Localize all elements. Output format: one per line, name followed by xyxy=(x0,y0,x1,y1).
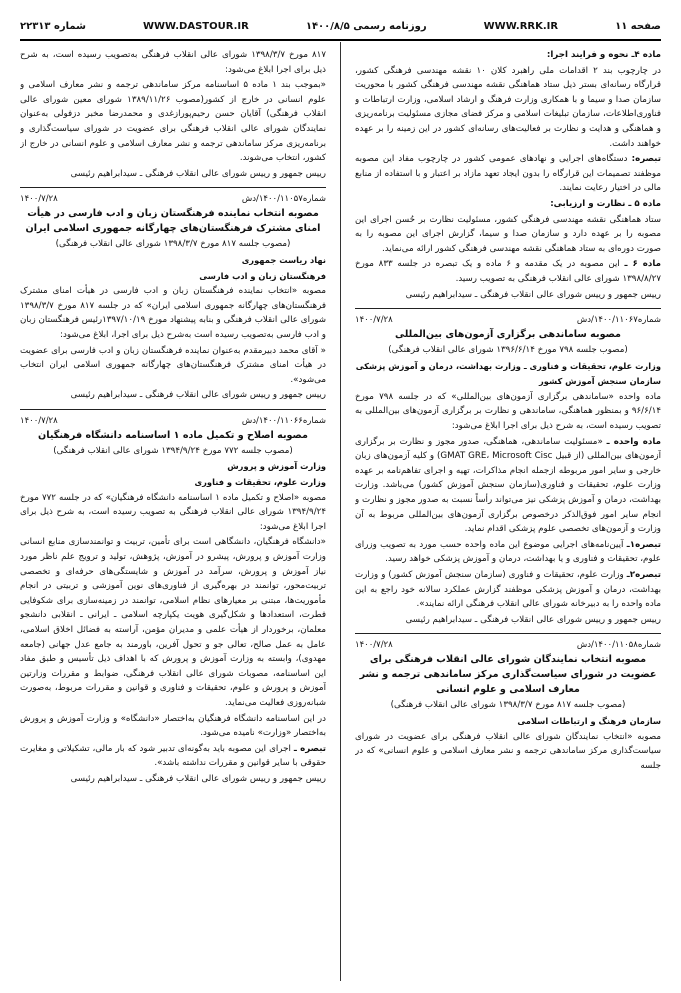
section-subtitle: (مصوب جلسه ۸۱۷ مورخ ۱۳۹۸/۳/۷ شورای عالی انقلاب فرهنگی) xyxy=(390,700,626,711)
note-paragraph: تبصره: دستگاه‌های اجرایی و نهادهای عمومی کشور در چارچوب مفاد این مصوبه موظفند تصمیمات این قرارگاه را بدون ایجاد تعهد مازاد بر اعتبار و با استفاده از منابع مالی در اختیار رعایت نمایند. xyxy=(355,154,661,194)
signature: رییس جمهور و رییس شورای عالی انقلاب فرهنگی ـ سیدابراهیم رئیسی xyxy=(70,773,326,784)
section-title: مصوبه انتخاب نماینده فرهنگستان زبان و ادب فارسی در هیأت امنای مشترک فرهنگستان‌های چهارگانه جمهوری اسلامی ایران xyxy=(25,208,321,235)
ref-date: ۱۴۰۰/۷/۲۸ xyxy=(355,315,393,326)
section-body: «دانشگاه فرهنگیان، دانشگاهی است برای تأمین، تربیت و توانمندسازی منابع انسانی وزارت آموزش و پرورش، پیشرو در آموزش، پژوهش، تولید و ترویج علم ناظر مورد نیاز آموزش و پرورش، سرآمد در آموزش و شایستگی‌های حرفه‌ای و تخصصی تربیت‌محور، توانمند در بهره‌گیری از فناوری‌های نوین آموزشی و تربیتی در انجام مأموریت‌ها، مبتنی بر معیارهای نظام اسلامی، توانمند در زمینه‌سازی برای شکوفایی فطرت، استعدادها و شکل‌گیری هویت یکپارچه اسلامی ـ ایرانی ـ انقلابی دانشجو معلمان، برخوردار از هیأت علمی و مدیران مؤمن، آراسته به فضائل اخلاق اسلامی، عامل به عمل صالح، تعالی جو و تحول آفرین، باورمند به جامع عدل جهانی (جامعه مهدوی)، وابسته به وزارت آموزش و پرورش که با اهداف ذیل تأسیس و طبق مفاد این اساسنامه، مصوبات شورای عالی انقلاب فرهنگی، ضوابط و مقررات وزارتین آموزش و پرورش و علوم، تحقیقات و فناوری و قوانین و مقررات مربوط، به‌صورت شبانه‌روزی فعالیت می‌نماید. xyxy=(20,537,326,708)
section-title: مصوبه ساماندهی برگزاری آزمون‌های بین‌المللی xyxy=(394,329,621,341)
article-5-text: ستاد هماهنگی نقشه مهندسی فرهنگی کشور، مسئولیت نظارت بر حُسن اجرای این مصوبه را بر عهده دارد و سازمان صدا و سیما، گزارش اجرای این مصوبه را به صورت دوره‌ای به ستاد هماهنگی نقشه مهندسی فرهنگی کشور ارائه می‌نماید. xyxy=(355,214,661,254)
ref-number: شماره۱۴۰۰/۱۱۰۵۸/دش xyxy=(576,640,661,651)
section-body: مصوبه «انتخاب نمایندگان شورای عالی انقلاب فرهنگی برای عضویت در شورای سیاست‌گذاری مرکز ساماندهی ترجمه و نشر معارف اسلامی و علوم انسانی» که در جلسه xyxy=(355,731,661,771)
note-paragraph: تبصره ـ اجرای این مصوبه باید به‌گونه‌ای تدبیر شود که بار مالی، تشکیلاتی و مغایرت حقوقی با سایر قوانین و مقررات نداشته باشد». xyxy=(20,743,326,769)
continued-text: «بموجب بند ۱ ماده ۵ اساسنامه مرکز ساماندهی ترجمه و نشر معارف اسلامی و علوم انسانی در خارج از کشور(مصوب ۱۳۸۹/۱۱/۲۶ شورای معین شورای عالی انقلاب فرهنگی) آقایان حسن رحیم‌پورازغدی و محمدرضا مخبر دزفولی به‌عنوان نمایندگان شورای عالی انقلاب فرهنگی برای عضویت در شورای سیاست‌گذاری و برنامه‌ریزی مرکز ساماندهی ترجمه و نشر معارف اسلامی و علوم انسانی در خارج از کشور، انتخاب می‌شوند. xyxy=(20,80,326,164)
ref-number: شماره۱۴۰۰/۱۱۰۶۶/دش xyxy=(241,415,326,426)
article-6-text: ماده ۶ ـ این مصوبه در یک مقدمه و ۶ ماده و یک تبصره در جلسه ۸۳۳ مورخ ۱۳۹۸/۸/۲۷ شورای عالی انقلاب فرهنگی به تصویب رسید. xyxy=(355,259,661,284)
reference-line xyxy=(20,192,326,206)
signature: رییس جمهور و رییس شورای عالی انقلاب فرهنگی ـ سیدابراهیم رئیسی xyxy=(70,168,326,179)
ref-date: ۱۴۰۰/۷/۲۸ xyxy=(355,640,393,651)
article-4-text: در چارچوب بند ۲ اقدامات ملی راهبرد کلان ۱۰ نقشه مهندسی فرهنگی کشور، قرارگاه رسانه‌ای بستر ذیل ستاد هماهنگی نقشه مهندسی فرهنگی کشور با محوریت سازمان صدا و سیما و با همکاری وزارت فرهنگ و ارشاد اسلامی، وزارت ارتباطات و فناوری‌اطلاعات، سازمان تبلیغات اسلامی و مرکز فضای مجازی مسئولیت برنامه‌ریزی و هماهنگی و هدایت و نظارت بر فعالیت‌های رسانه‌ای کشور در این زمینه را بر عهده خواهند داشت. xyxy=(355,65,661,149)
single-article: ماده واحده ـ «مسئولیت ساماندهی، هماهنگی، صدور مجوز و نظارت بر برگزاری آزمون‌های بین‌المللی (از قبیل GMAT GRE، Microsoft Cisc) و کلیه آزمون‌های زبان خارجی و سایر امور مربوطه ازجمله انجام مذاکرات، تهیه و اجرای تفاهم‌نامه بر عهده وزارت علوم، تحقیقات و فناوری(سازمان سنجش آموزش کشور) می‌باشد. وزارت بهداشت، درمان و آموزش پزشکی نیز می‌تواند رأساً نسبت به صدور مجوز و نظارت و انجام سایر امور فوق‌الذکر درخصوص برگزاری آزمون‌های بین‌المللی مربوط به آن وزارت و آزمون‌های تخصصی علوم پزشکی اقدام نماید. xyxy=(355,436,661,535)
addressee: سازمان سنجش آموزش کشور xyxy=(539,376,661,387)
page-header xyxy=(20,16,661,41)
ref-number: شماره۱۴۰۰/۱۱۰۶۷/دش xyxy=(576,315,661,326)
section-separator xyxy=(355,633,661,634)
reference-line xyxy=(20,414,326,428)
issue-number: شماره ۲۲۳۱۳ xyxy=(20,20,86,32)
article-5-title: ماده ۵ ـ نظارت و ارزیابی: xyxy=(550,198,661,209)
continued-text: ۸۱۷ مورخ ۱۳۹۸/۳/۷ شورای عالی انقلاب فرهنگی به‌تصویب رسیده است، به شرح ذیل برای اجرا ابلاغ می‌شود: xyxy=(20,50,326,75)
addressee: وزارت علوم، تحقیقات و فناوری xyxy=(194,477,326,488)
reference-line xyxy=(355,313,661,327)
article-4-title: ماده ۴ـ نحوه و فرایند اجرا: xyxy=(546,50,661,60)
page-number: صفحه ۱۱ xyxy=(615,20,661,32)
column-divider xyxy=(340,42,341,981)
site-dastour[interactable]: WWW.DASTOUR.IR xyxy=(142,20,249,32)
addressee: فرهنگستان زبان و ادب فارسی xyxy=(199,270,326,281)
ref-date: ۱۴۰۰/۷/۲۸ xyxy=(20,415,58,426)
right-column xyxy=(355,48,661,981)
section-body: ماده واحده «ساماندهی برگزاری آزمون‌های بین‌المللی» که در جلسه ۷۹۸ مورخ ۹۶/۶/۱۴ و بمنظور هماهنگی، ساماندهی و نظارت بر برگزاری آزمون‌های بین‌المللی به تصویب رسیده است، به شرح ذیل برای اجرا ابلاغ می‌شود: xyxy=(355,391,661,432)
section-body: در این اساسنامه دانشگاه فرهنگیان به‌اختصار «دانشگاه» و وزارت آموزش و پرورش به‌اختصار «وزارت» نامیده می‌شود. xyxy=(20,713,326,739)
section-subtitle: (مصوب جلسه ۷۷۲ مورخ ۱۳۹۴/۹/۲۴ شورای عالی انقلاب فرهنگی) xyxy=(53,445,293,456)
note-2: تبصره۲ـ وزارت علوم، تحقیقات و فناوری (سازمان سنجش آموزش کشور) و وزارت بهداشت، درمان و آموزش پزشکی موظفند گزارش عملکرد سالانه خود راجع به این ماده واحده را به دبیرخانه شورای عالی انقلاب فرهنگی ارائه نمایند». xyxy=(355,570,661,610)
addressee: سازمان فرهنگ و ارتباطات اسلامی xyxy=(517,715,661,726)
signature: رییس جمهور و رییس شورای عالی انقلاب فرهنگی ـ سیدابراهیم رئیسی xyxy=(70,390,326,401)
section-title: مصوبه اصلاح و تکمیل ماده ۱ اساسنامه دانشگاه فرهنگیان xyxy=(38,429,308,441)
section-separator xyxy=(355,308,661,309)
ref-date: ۱۴۰۰/۷/۲۸ xyxy=(20,194,58,205)
note-1: تبصره۱ـ آیین‌نامه‌های اجرایی موضوع این ماده واحده حسب مورد به تصویب وزرای علوم، تحقیقات و فناوری و یا بهداشت، درمان و آموزش پزشکی خواهد رسید. xyxy=(355,539,661,565)
section-body: مصوبه «اصلاح و تکمیل ماده ۱ اساسنامه دانشگاه فرهنگیان» که در جلسه ۷۷۲ مورخ ۱۳۹۴/۹/۲۴ شورای عالی انقلاب فرهنگی به تصویب رسیده است، به شرح ذیل برای اجرا ابلاغ می‌شود: xyxy=(20,492,326,532)
section-body: مصوبه «انتخاب نماینده فرهنگستان زبان و ادب فارسی در هیأت امنای مشترک فرهنگستان‌های چهارگانه جمهوری اسلامی ایران» که در جلسه ۸۱۷ مورخ ۱۳۹۸/۳/۷ شورای عالی انقلاب فرهنگی و بنابه پیشنهاد مورخ ۱۳۹۷/۱۰/۱۹رئیس فرهنگستان زبان و ادب فارسی به‌تصویب رسیده است به‌شرح ذیل برای اجرا، ابلاغ می‌شود: xyxy=(20,286,326,340)
site-rrk[interactable]: WWW.RRK.IR xyxy=(483,20,559,32)
signature: رییس جمهور و رییس شورای عالی انقلاب فرهنگی ـ سیدابراهیم رئیسی xyxy=(405,614,661,625)
signature: رییس جمهور و رییس شورای عالی انقلاب فرهنگی ـ سیدابراهیم رئیسی xyxy=(405,289,661,300)
addressee: وزارت علوم، تحقیقات و فناوری ـ وزارت بهداشت، درمان و آموزش پزشکی xyxy=(355,360,661,371)
addressee: نهاد ریاست جمهوری xyxy=(241,254,326,265)
addressee: وزارت آموزش و پرورش xyxy=(227,461,326,472)
section-separator xyxy=(20,409,326,410)
ref-number: شماره۱۴۰۰/۱۱۰۵۷/دش xyxy=(241,194,326,205)
section-body: « آقای محمد دبیرمقدم به‌عنوان نماینده فرهنگستان زبان و ادب فارسی برای عضویت در هیأت امنای مشترک فرهنگستان‌های چهارگانه جمهوری اسلامی ایران انتخاب می‌شود». xyxy=(20,345,326,385)
section-subtitle: (مصوب جلسه ۷۹۸ مورخ ۱۳۹۶/۶/۱۴ شورای عالی انقلاب فرهنگی) xyxy=(388,345,628,356)
reference-line xyxy=(355,638,661,652)
section-subtitle: (مصوب جلسه ۸۱۷ مورخ ۱۳۹۸/۳/۷ شورای عالی انقلاب فرهنگی) xyxy=(55,239,291,250)
left-column xyxy=(20,48,326,981)
section-separator xyxy=(20,187,326,188)
section-title: مصوبه انتخاب نمایندگان شورای عالی انقلاب فرهنگی برای عضویت در شورای سیاست‌گذاری مرکز ساماندهی ترجمه و نشر معارف اسلامی و علوم انسانی xyxy=(359,654,657,696)
gazette-date: روزنامه رسمی ۱۴۰۰/۸/۵ xyxy=(305,20,427,32)
